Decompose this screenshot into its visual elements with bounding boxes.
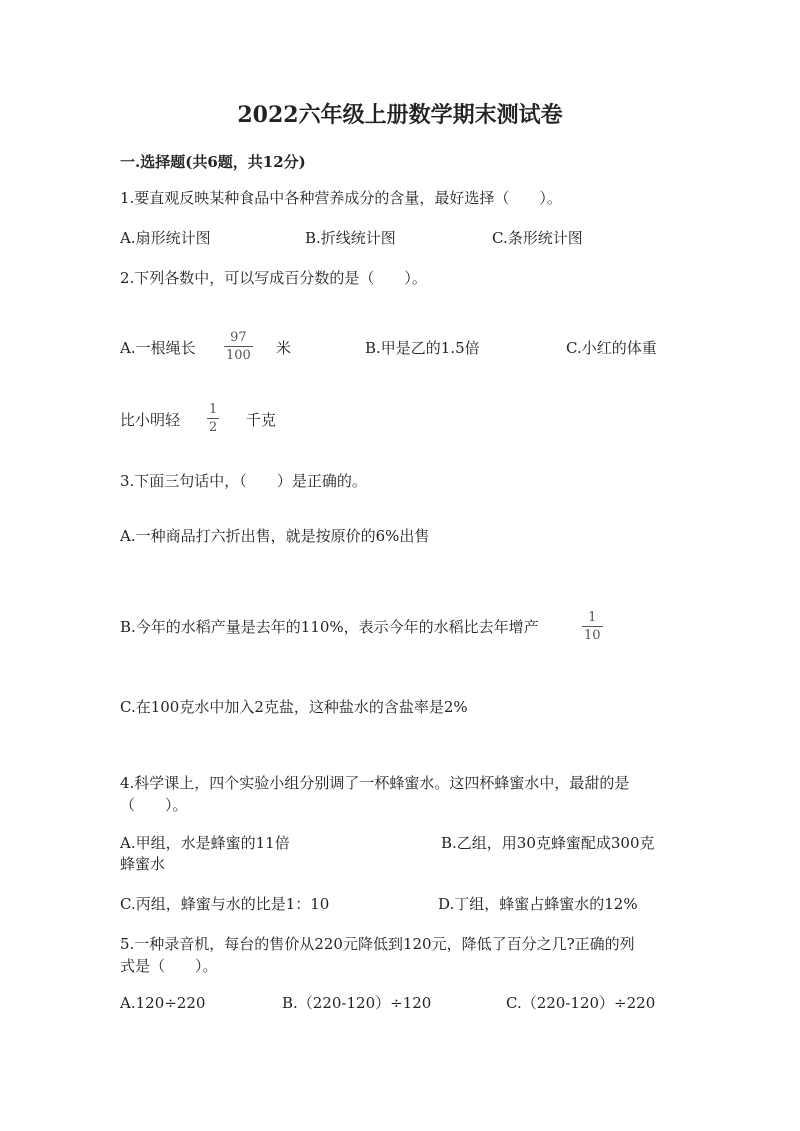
question-1-option-c: C.条形统计图: [492, 229, 583, 247]
question-2-option-c-continuation: 比小明轻: [120, 411, 181, 429]
page-title: 2022六年级上册数学期末测试卷: [237, 102, 563, 128]
question-5-stem-line-2: 式是（ ）。: [120, 957, 218, 975]
question-5-option-a: A.120÷220: [120, 994, 206, 1012]
question-5-option-c: C.（220-120）÷220: [506, 994, 656, 1012]
question-3-option-b-fraction: [582, 610, 603, 643]
question-3-stem: 3.下面三句话中，（ ）是正确的。: [120, 472, 367, 490]
question-3-option-b: B.今年的水稻产量是去年的110%，表示今年的水稻比去年增产: [120, 618, 539, 636]
question-2-option-c-fraction: [207, 402, 219, 435]
section-heading: 一.选择题(共6题，共12分): [120, 153, 306, 171]
fraction-bar: [224, 346, 253, 347]
question-1-stem: 1.要直观反映某种食品中各种营养成分的含量，最好选择（ ）。: [120, 189, 562, 207]
question-4-option-b: B.乙组，用30克蜂蜜配成300克: [441, 834, 655, 852]
question-4-option-a: A.甲组，水是蜂蜜的11倍: [120, 834, 290, 852]
question-4-stem-line-1: 4.科学课上，四个实验小组分别调了一杯蜂蜜水。这四杯蜂蜜水中，最甜的是: [120, 774, 630, 792]
question-1-option-a: A.扇形统计图: [120, 229, 211, 247]
question-2-option-b: B.甲是乙的1.5倍: [365, 339, 480, 357]
fraction-numerator: 97: [230, 330, 247, 345]
fraction-denominator: 10: [584, 628, 601, 643]
question-2-option-a-text: A.一根绳长: [120, 339, 196, 357]
question-4-option-b-continuation: 蜂蜜水: [120, 855, 166, 873]
question-2-option-a-unit: 米: [276, 339, 292, 357]
question-5-option-b: B.（220-120）÷120: [282, 994, 432, 1012]
question-2-option-c-text: C.小红的体重: [566, 339, 657, 357]
question-3-option-c: C.在100克水中加入2克盐，这种盐水的含盐率是2%: [120, 698, 468, 716]
question-4-option-c: C.丙组，蜂蜜与水的比是1：10: [120, 895, 330, 913]
fraction-bar: [582, 626, 603, 627]
question-2-stem: 2.下列各数中，可以写成百分数的是（ ）。: [120, 269, 427, 287]
fraction-denominator: 100: [226, 348, 251, 363]
question-2-option-a-fraction: [224, 330, 253, 363]
fraction-bar: [207, 418, 219, 419]
question-5-stem-line-1: 5.一种录音机，每台的售价从220元降低到120元，降低了百分之几?正确的列: [120, 935, 635, 953]
fraction-denominator: 2: [209, 420, 218, 435]
question-1-option-b: B.折线统计图: [305, 229, 396, 247]
fraction-numerator: 1: [209, 402, 218, 417]
question-3-option-a: A.一种商品打六折出售，就是按原价的6%出售: [120, 527, 430, 545]
question-4-option-d: D.丁组，蜂蜜占蜂蜜水的12%: [438, 895, 638, 913]
question-2-option-c-unit: 千克: [246, 411, 277, 429]
question-4-stem-line-2: （ ）。: [120, 796, 188, 814]
fraction-numerator: 1: [588, 610, 597, 625]
